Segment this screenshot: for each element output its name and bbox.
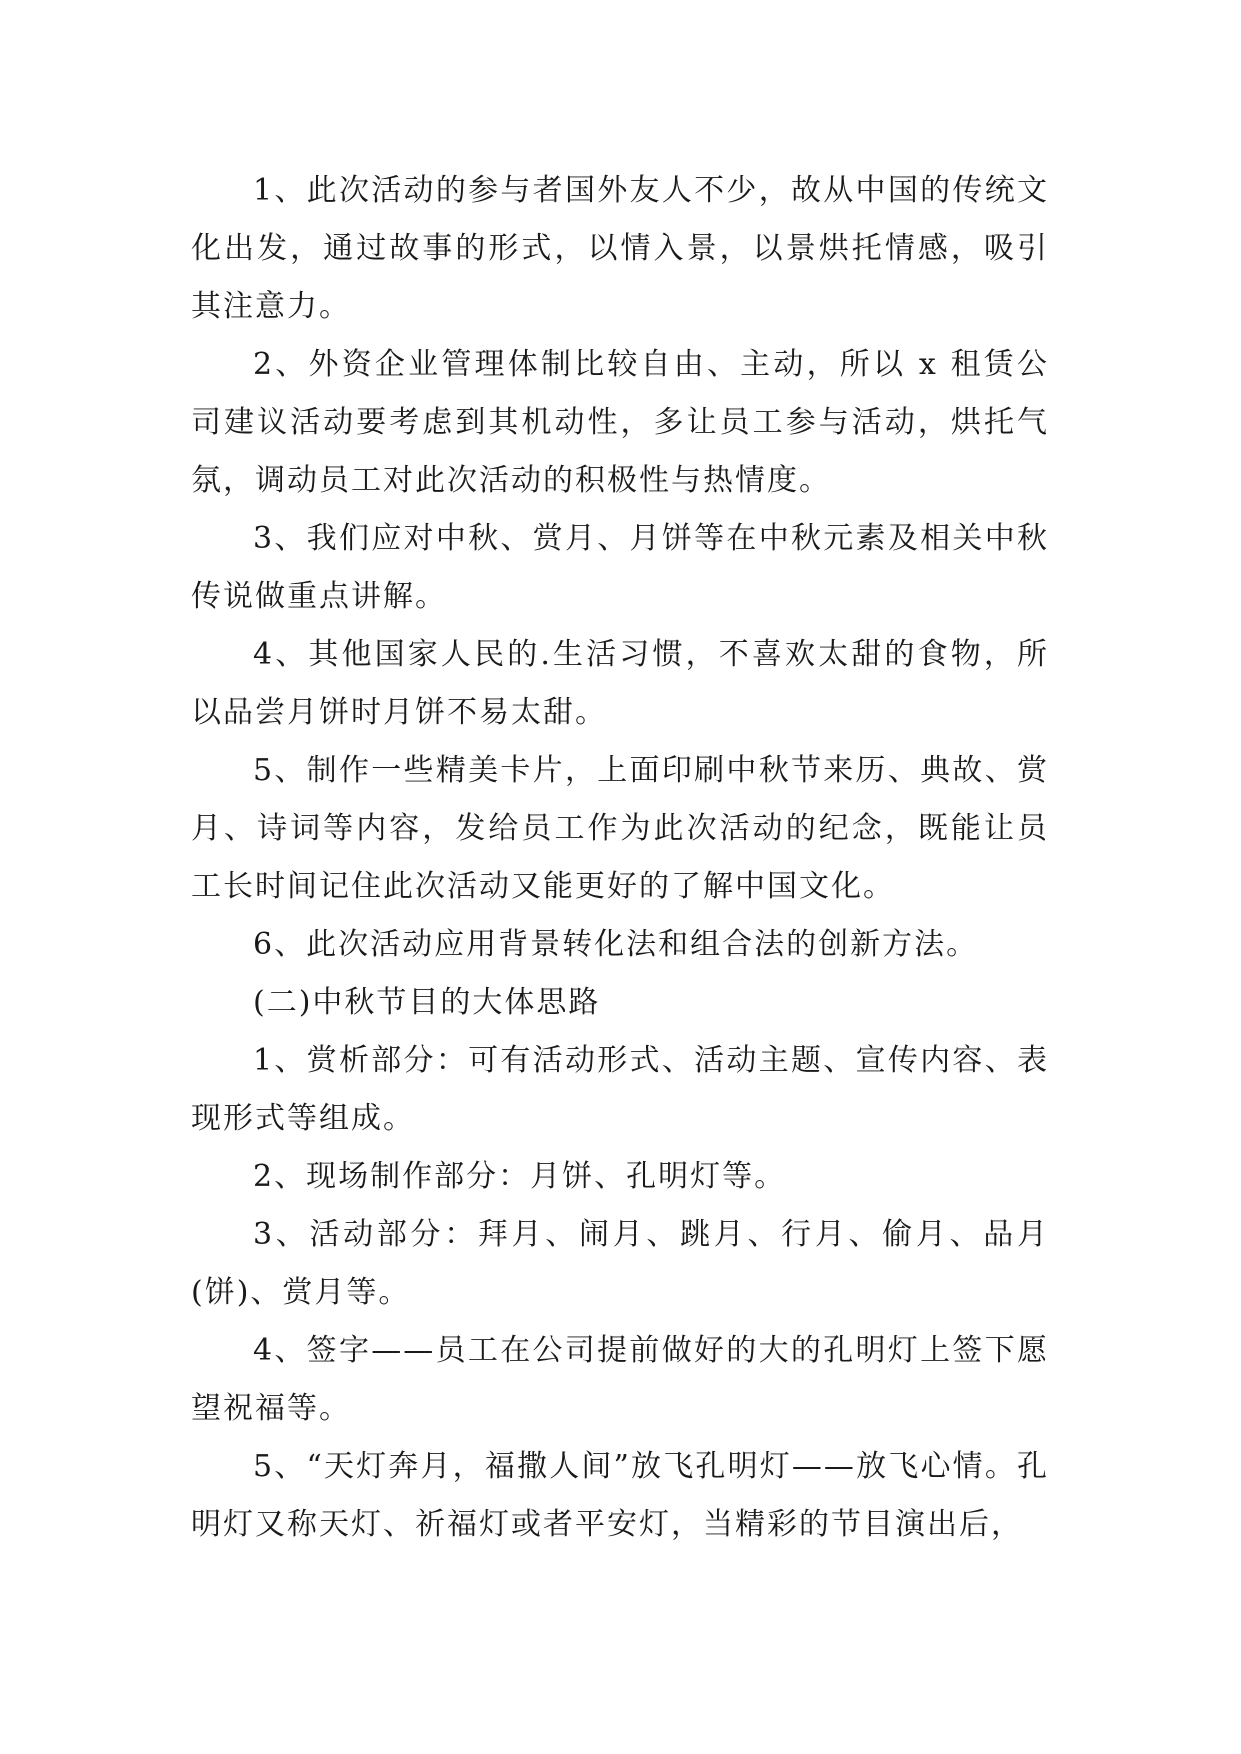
paragraph-2: 2、外资企业管理体制比较自由、主动，所以 x 租赁公司建议活动要考虑到其机动性，多让员工参与活动，烘托气氛，调动员工对此次活动的积极性与热情度。 bbox=[191, 347, 1049, 498]
paragraph-11: 5、“天灯奔月，福撒人间”放飞孔明灯——放飞心情。孔明灯又称天灯、祈福灯或者平安灯，当精彩的节目演出后， bbox=[191, 1449, 1049, 1542]
document-body bbox=[191, 162, 1049, 1554]
paragraph-6: 6、此次活动应用背景转化法和组合法的创新方法。 bbox=[253, 927, 979, 962]
paragraph-9: 3、活动部分：拜月、闹月、跳月、行月、偷月、品月(饼)、赏月等。 bbox=[191, 1217, 1049, 1310]
paragraph-7: 1、赏析部分：可有活动形式、活动主题、宣传内容、表现形式等组成。 bbox=[191, 1043, 1049, 1136]
paragraph-5: 5、制作一些精美卡片，上面印刷中秋节来历、典故、赏月、诗词等内容，发给员工作为此次活动的纪念，既能让员工长时间记住此次活动又能更好的了解中国文化。 bbox=[191, 753, 1049, 904]
paragraph-1: 1、此次活动的参与者国外友人不少，故从中国的传统文化出发，通过故事的形式，以情入景，以景烘托情感，吸引其注意力。 bbox=[191, 173, 1049, 324]
paragraph-4: 4、其他国家人民的.生活习惯，不喜欢太甜的食物，所以品尝月饼时月饼不易太甜。 bbox=[191, 637, 1049, 730]
section-heading: (二)中秋节目的大体思路 bbox=[253, 985, 601, 1020]
paragraph-10: 4、签字——员工在公司提前做好的大的孔明灯上签下愿望祝福等。 bbox=[191, 1333, 1049, 1426]
paragraph-3: 3、我们应对中秋、赏月、月饼等在中秋元素及相关中秋传说做重点讲解。 bbox=[191, 521, 1049, 614]
paragraph-8: 2、现场制作部分：月饼、孔明灯等。 bbox=[253, 1159, 787, 1194]
